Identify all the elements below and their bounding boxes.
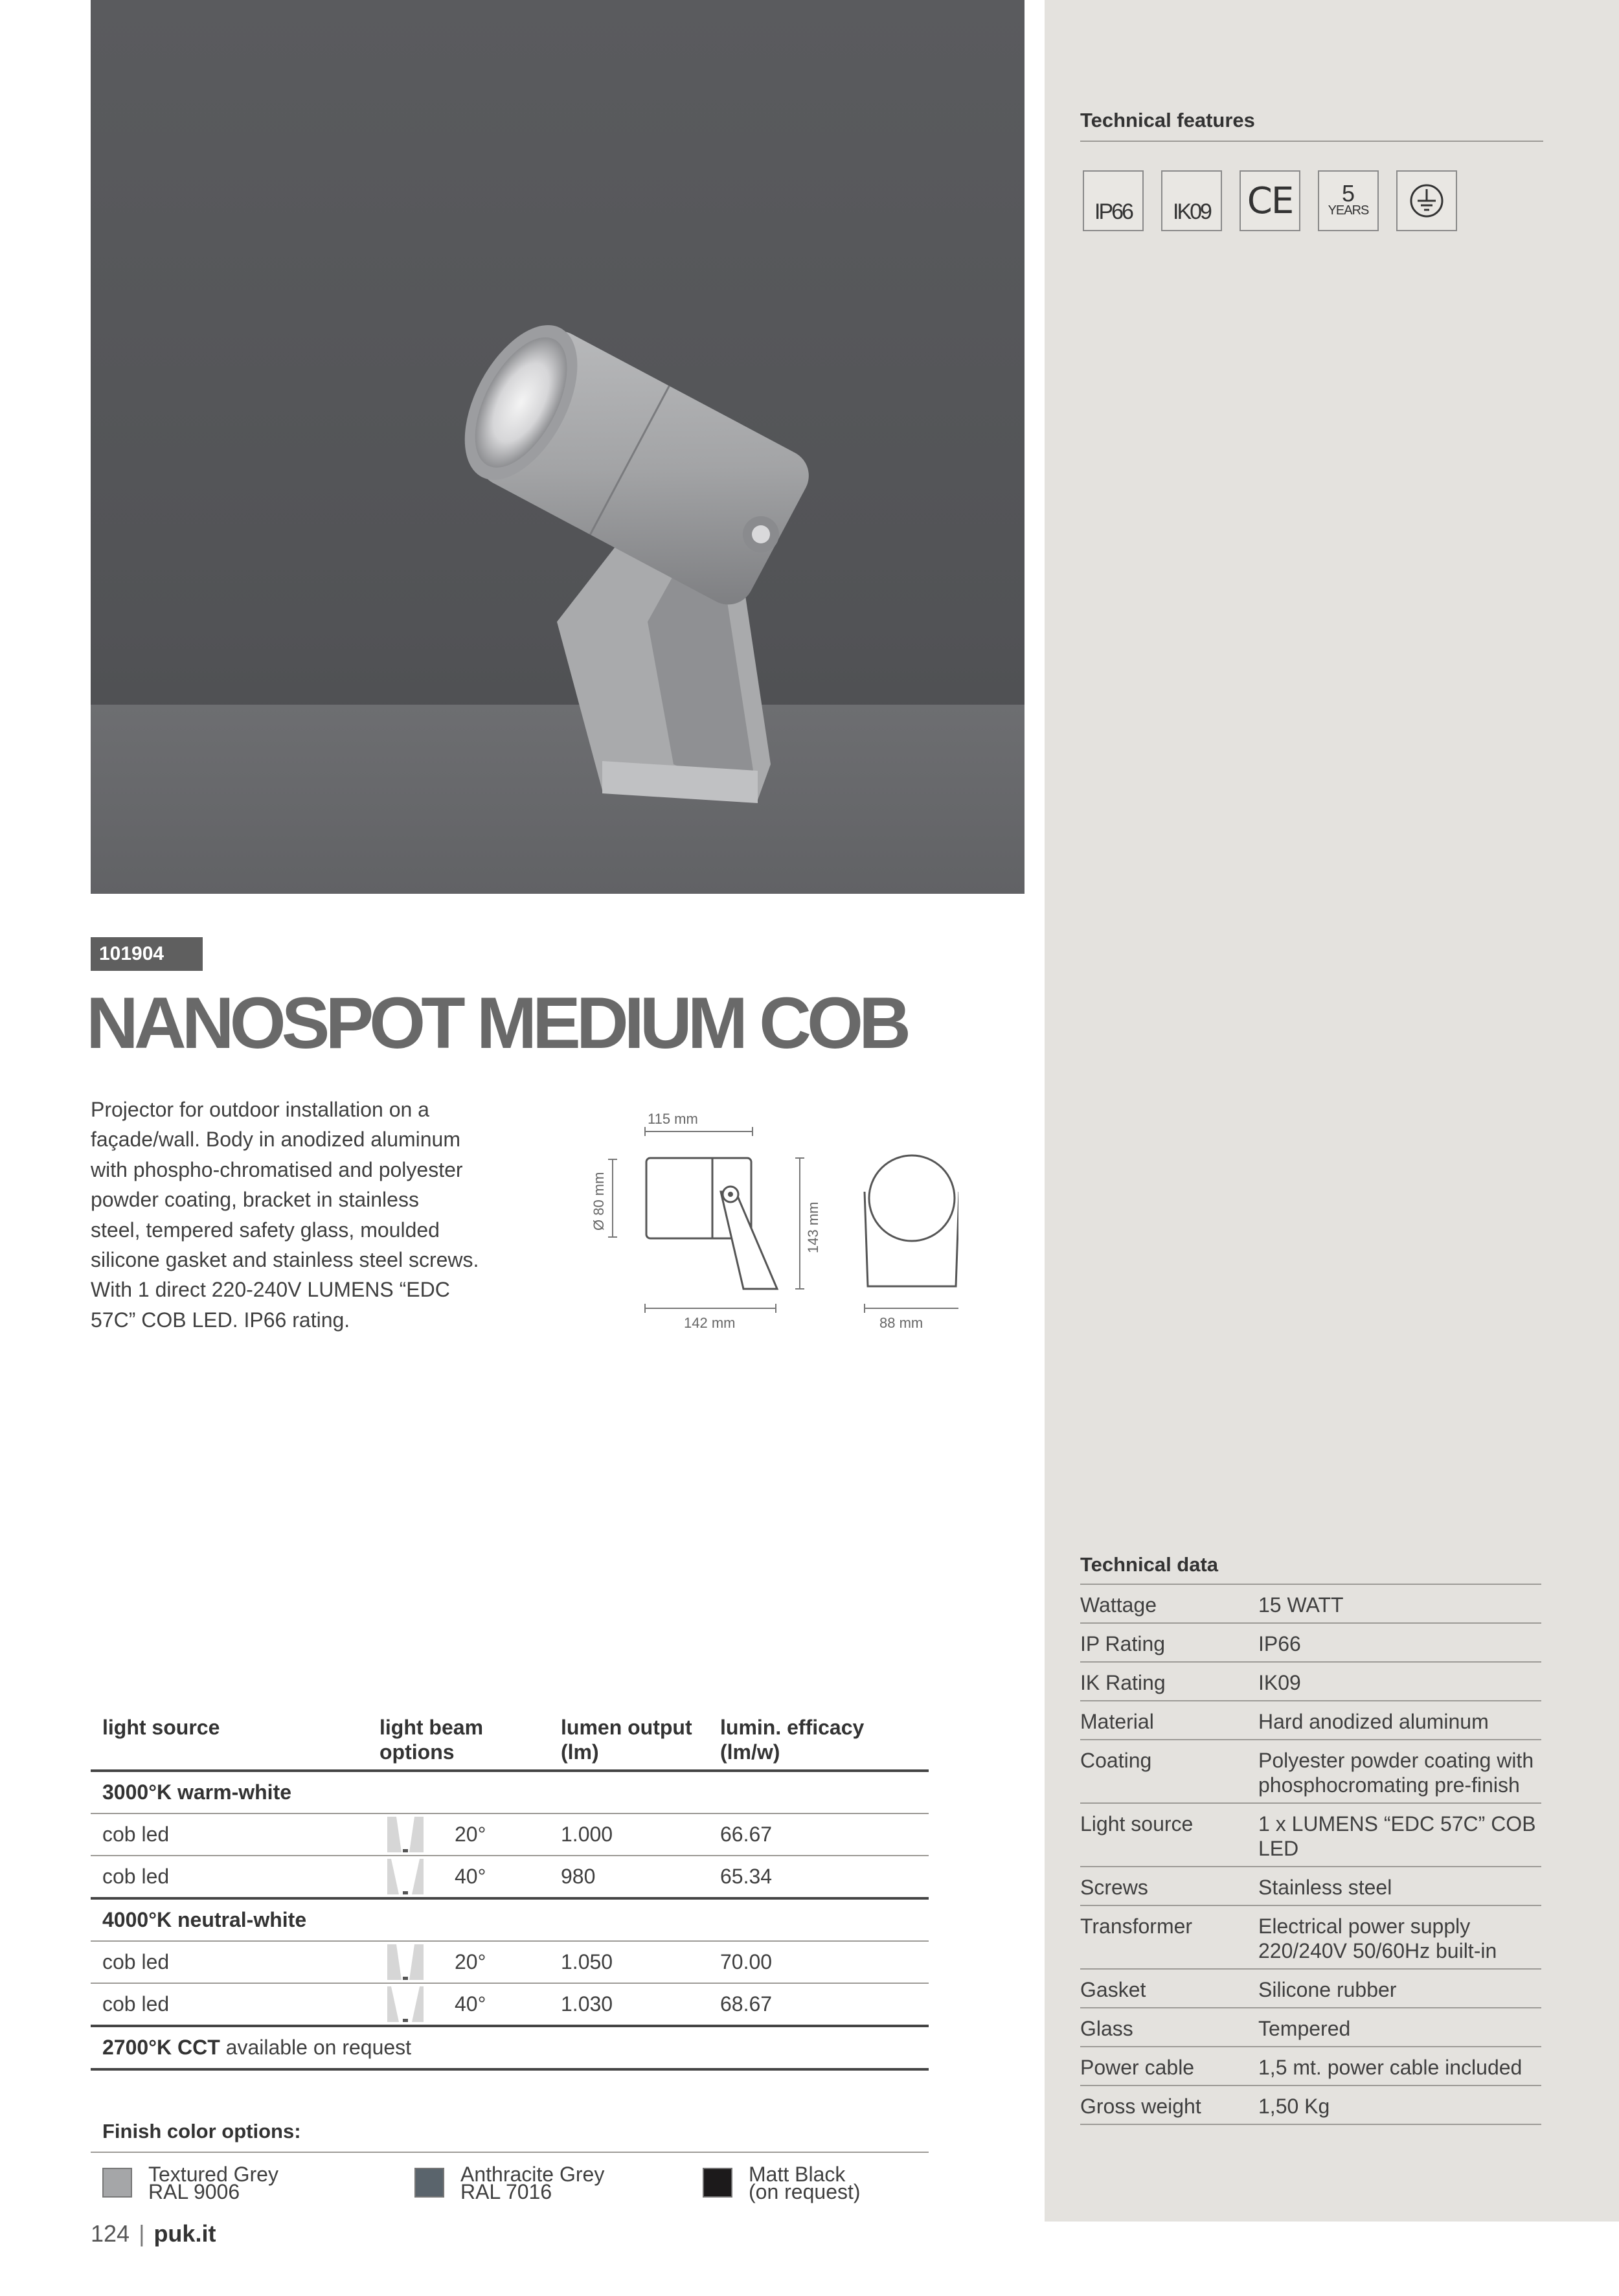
dim-diameter: Ø 80 mm xyxy=(591,1172,607,1231)
product-description xyxy=(91,1095,531,1335)
beam-cell xyxy=(368,1983,549,2026)
beam-angle-icon xyxy=(387,1986,424,2022)
spec-key: Gasket xyxy=(1080,1969,1258,2008)
spec-key: Gross weight xyxy=(1080,2086,1258,2124)
page-footer: 124 | puk.it xyxy=(91,2220,216,2247)
col-header-lumen-output: lumen output (lm) xyxy=(549,1715,708,1771)
spec-value: Stainless steel xyxy=(1258,1867,1541,1905)
table-row xyxy=(91,1941,929,1983)
efficacy-cell: 68.67 xyxy=(708,1983,929,2026)
spec-key: Material xyxy=(1080,1701,1258,1740)
finish-name: Matt Black xyxy=(749,2163,846,2186)
spec-value: 15 WATT xyxy=(1258,1584,1541,1623)
dimension-drawing xyxy=(570,1095,958,1341)
finish-option xyxy=(414,2163,605,2203)
dim-width-top: 115 mm xyxy=(648,1111,698,1127)
technical-data-table xyxy=(1080,1584,1541,2125)
spec-key: Light source xyxy=(1080,1803,1258,1867)
warranty-5-years-icon: 5 YEARS xyxy=(1318,170,1379,231)
availability-note-row xyxy=(91,2026,929,2069)
table-row xyxy=(1080,2008,1541,2047)
technical-features-icons xyxy=(1083,170,1457,231)
spec-value: Electrical power supply 220/240V 50/60Hz built-in xyxy=(1258,1905,1541,1969)
note-text: available on request xyxy=(220,2036,412,2059)
spec-key: IK Rating xyxy=(1080,1662,1258,1701)
product-title: NANOSPOT MEDIUM COB xyxy=(86,983,907,1063)
spec-key: Coating xyxy=(1080,1740,1258,1803)
finish-option xyxy=(102,2163,278,2203)
spec-value: IP66 xyxy=(1258,1623,1541,1662)
table-row xyxy=(1080,1867,1541,1905)
divider xyxy=(1080,141,1543,142)
product-photo xyxy=(91,0,1025,894)
divider xyxy=(91,2152,929,2153)
description-line: 57C” COB LED. IP66 rating. xyxy=(91,1308,350,1332)
color-swatch xyxy=(703,2168,732,2198)
description-line: silicone gasket and stainless steel screws. xyxy=(91,1248,479,1272)
spec-value: 1 x LUMENS “EDC 57C” COB LED xyxy=(1258,1803,1541,1867)
color-temperature-label: 4000°K neutral-white xyxy=(91,1898,929,1941)
description-line: with phospho-chromatised and polyester xyxy=(91,1157,463,1181)
spec-value: Polyester powder coating with phosphocromating pre-finish xyxy=(1258,1740,1541,1803)
finish-name: Anthracite Grey xyxy=(460,2163,605,2186)
table-header-row xyxy=(91,1715,929,1771)
table-row xyxy=(1080,1740,1541,1803)
spec-value: 1,50 Kg xyxy=(1258,2086,1541,2124)
efficacy-cell: 65.34 xyxy=(708,1856,929,1898)
spec-value: Silicone rubber xyxy=(1258,1969,1541,2008)
table-group-row xyxy=(91,1898,929,1941)
beam-angle-icon xyxy=(387,1859,424,1894)
table-row xyxy=(1080,1584,1541,1623)
lumen-cell: 1.030 xyxy=(549,1983,708,2026)
table-row xyxy=(1080,1623,1541,1662)
description-line: With 1 direct 220-240V LUMENS “EDC xyxy=(91,1278,450,1302)
spec-key: Transformer xyxy=(1080,1905,1258,1969)
page-number: 124 xyxy=(91,2220,130,2247)
spec-key: Power cable xyxy=(1080,2047,1258,2086)
color-temperature-label: 3000°K warm-white xyxy=(91,1771,929,1813)
light-source-cell: cob led xyxy=(91,1813,368,1856)
spotlight-image xyxy=(91,0,1025,894)
beam-angle: 20° xyxy=(455,1950,486,1973)
light-source-cell: cob led xyxy=(91,1856,368,1898)
beam-angle: 40° xyxy=(455,1992,486,2016)
table-row xyxy=(1080,2047,1541,2086)
beam-angle: 20° xyxy=(455,1823,486,1846)
spec-key: Screws xyxy=(1080,1867,1258,1905)
spec-key: IP Rating xyxy=(1080,1623,1258,1662)
color-swatch xyxy=(414,2168,444,2198)
description-line: Projector for outdoor installation on a xyxy=(91,1098,429,1121)
beam-angle-icon xyxy=(387,1944,424,1980)
dim-length: 142 mm xyxy=(684,1315,736,1331)
spec-value: Tempered xyxy=(1258,2008,1541,2047)
table-group-row xyxy=(91,1771,929,1813)
beam-cell xyxy=(368,1856,549,1898)
table-row xyxy=(1080,1969,1541,2008)
ce-mark-icon: CE xyxy=(1240,170,1300,231)
lumen-cell: 980 xyxy=(549,1856,708,1898)
table-row xyxy=(1080,1662,1541,1701)
ip66-icon: IP66 xyxy=(1083,170,1144,231)
spec-key: Wattage xyxy=(1080,1584,1258,1623)
table-row xyxy=(1080,1905,1541,1969)
earth-ground-icon xyxy=(1396,170,1457,231)
light-source-cell: cob led xyxy=(91,1983,368,2026)
spec-key: Glass xyxy=(1080,2008,1258,2047)
finish-code: (on request) xyxy=(749,2180,861,2203)
table-row xyxy=(91,1983,929,2026)
lumen-cell: 1.000 xyxy=(549,1813,708,1856)
table-row xyxy=(1080,1803,1541,1867)
beam-cell xyxy=(368,1813,549,1856)
finish-option xyxy=(703,2163,861,2203)
spec-value: Hard anodized aluminum xyxy=(1258,1701,1541,1740)
beam-angle: 40° xyxy=(455,1865,486,1888)
spec-value: IK09 xyxy=(1258,1662,1541,1701)
table-row xyxy=(91,1813,929,1856)
efficacy-cell: 70.00 xyxy=(708,1941,929,1983)
website-link[interactable]: puk.it xyxy=(153,2220,216,2247)
col-header-light-source: light source xyxy=(91,1715,368,1771)
product-code-badge: 101904 xyxy=(91,937,203,971)
spec-value: 1,5 mt. power cable included xyxy=(1258,2047,1541,2086)
technical-features-title: Technical features xyxy=(1080,109,1255,131)
description-line: powder coating, bracket in stainless xyxy=(91,1188,419,1212)
technical-data-title: Technical data xyxy=(1080,1553,1219,1576)
table-row xyxy=(1080,1701,1541,1740)
table-row xyxy=(91,1856,929,1898)
availability-note xyxy=(91,2026,929,2069)
light-source-cell: cob led xyxy=(91,1941,368,1983)
ik09-icon: IK09 xyxy=(1161,170,1222,231)
col-header-beam-options: light beam options xyxy=(368,1715,549,1771)
color-swatch xyxy=(102,2168,132,2198)
light-source-table xyxy=(91,1715,929,2071)
note-bold: 2700°K CCT xyxy=(102,2036,220,2059)
efficacy-cell: 66.67 xyxy=(708,1813,929,1856)
finish-name: Textured Grey xyxy=(148,2163,278,2186)
finish-title: Finish color options: xyxy=(102,2120,301,2143)
finish-code: RAL 7016 xyxy=(460,2180,552,2203)
beam-cell xyxy=(368,1941,549,1983)
dim-depth: 88 mm xyxy=(879,1315,923,1331)
col-header-efficacy: lumin. efficacy (lm/w) xyxy=(708,1715,929,1771)
dim-height: 143 mm xyxy=(805,1201,821,1253)
description-line: steel, tempered safety glass, moulded xyxy=(91,1218,440,1242)
lumen-cell: 1.050 xyxy=(549,1941,708,1983)
table-row xyxy=(1080,2086,1541,2124)
beam-angle-icon xyxy=(387,1817,424,1852)
description-line: façade/wall. Body in anodized aluminum xyxy=(91,1128,460,1152)
finish-code: RAL 9006 xyxy=(148,2180,240,2203)
